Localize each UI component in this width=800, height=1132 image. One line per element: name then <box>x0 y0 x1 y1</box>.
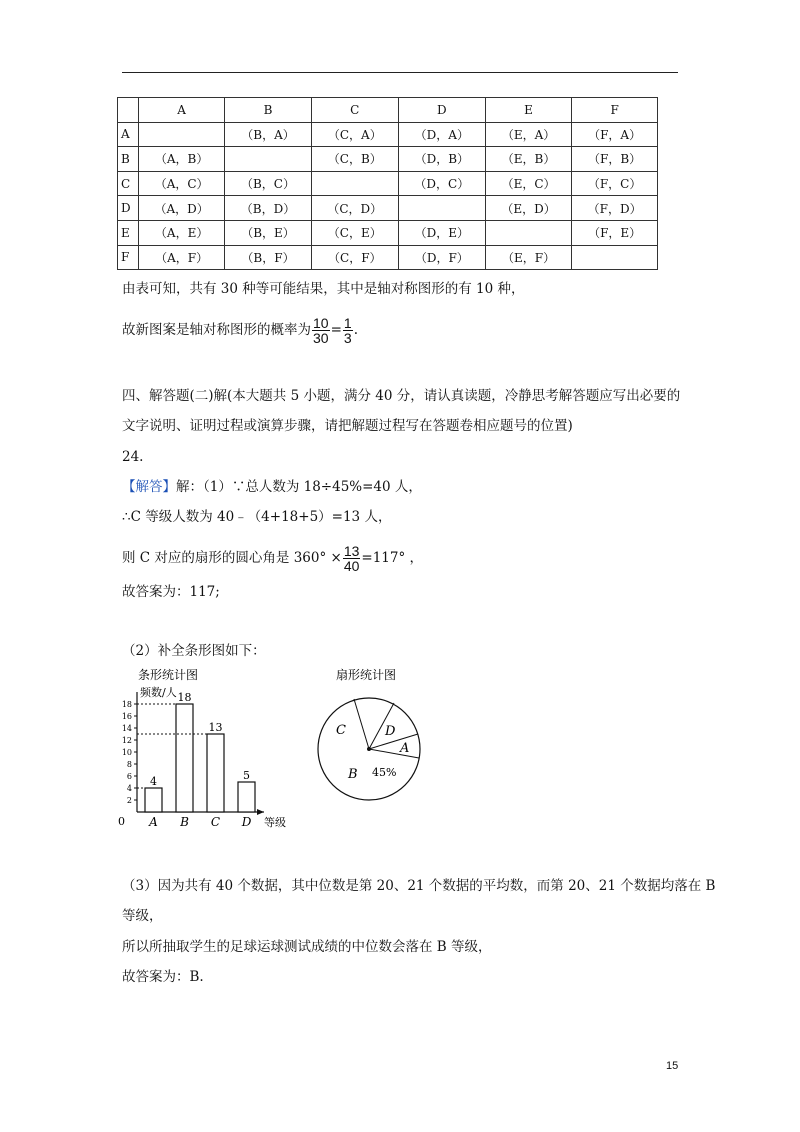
paragraph-line: 所以所抽取学生的足球运球测试成绩的中位数会落在 B 等级， <box>122 939 492 955</box>
bar-value-label: 4 <box>150 775 157 788</box>
chart-title: 扇形统计图 <box>336 668 397 682</box>
y-tick-label: 2 <box>126 796 132 805</box>
table-cell: （B，A） <box>225 122 312 147</box>
table-cell: （D，F） <box>398 245 485 270</box>
y-tick-label: 10 <box>121 748 132 757</box>
section-heading: 四、解答题(二)解(本大题共 5 小题，满分 40 分，请认真读题，冷静思考解答题应写出必要的 <box>122 388 681 404</box>
table-cell <box>485 220 571 245</box>
paragraph-text: =117° ， <box>361 550 424 566</box>
table-header-cell: B <box>225 98 312 123</box>
probability-line <box>122 316 358 345</box>
x-axis-label: 等级 <box>264 816 286 829</box>
paragraph-line: 文字说明、证明过程或演算步骤，请把解题过程写在答题卷相应题号的位置) <box>122 418 573 434</box>
table-cell: （C，A） <box>311 122 398 147</box>
x-axis-arrow-icon <box>257 809 264 815</box>
table-cell: （A，B） <box>139 147 225 172</box>
table-header-cell: E <box>485 98 571 123</box>
table-cell: （B，C） <box>225 171 312 196</box>
bar-value-label: 5 <box>243 769 250 782</box>
table-cell: （D，B） <box>398 147 485 172</box>
table-cell: （A，D） <box>139 196 225 221</box>
fraction-1-3 <box>343 316 353 345</box>
table-cell: （E，A） <box>485 122 571 147</box>
table-header-cell: F <box>572 98 658 123</box>
y-axis-label: 频数/人 <box>140 686 177 699</box>
table-header-cell <box>118 98 139 123</box>
table-cell <box>139 122 225 147</box>
table-row <box>118 196 658 221</box>
y-tick-label: 16 <box>121 712 132 721</box>
fraction-numerator: 13 <box>343 543 360 559</box>
table-cell <box>225 147 312 172</box>
bar-value-label: 13 <box>208 721 223 734</box>
table-header-row <box>118 98 658 123</box>
bar <box>207 734 224 812</box>
outcome-table <box>117 97 658 270</box>
table-row <box>118 171 658 196</box>
x-tick-label: D <box>241 815 252 829</box>
table-row <box>118 147 658 172</box>
table-cell <box>311 171 398 196</box>
paragraph-text: 则 C 对应的扇形的圆心角是 360° × <box>122 550 342 566</box>
table-cell: （E，B） <box>485 147 571 172</box>
bar-value-label: 18 <box>177 691 192 704</box>
table-cell <box>572 245 658 270</box>
paragraph-line: （2）补全条形图如下： <box>122 643 266 659</box>
table-cell: （B，F） <box>225 245 312 270</box>
bar <box>238 782 255 812</box>
bar <box>145 788 162 812</box>
table-header-cell: C <box>311 98 398 123</box>
paragraph-line: （3）因为共有 40 个数据，其中位数是第 20、21 个数据的平均数，而第 20、21 个数据均落在 B <box>122 878 716 894</box>
fraction-denominator: 3 <box>343 330 352 346</box>
table-cell <box>398 196 485 221</box>
x-tick-label: C <box>210 815 221 829</box>
table-cell: （F，A） <box>572 122 658 147</box>
pie-divider <box>354 699 369 749</box>
table-row-header: C <box>118 171 139 196</box>
table-row-header: F <box>118 245 139 270</box>
table-row-header: D <box>118 196 139 221</box>
fraction-denominator: 40 <box>343 558 360 574</box>
table-row <box>118 245 658 270</box>
angle-line <box>122 544 423 573</box>
pie-chart <box>312 662 442 812</box>
table-cell: （E，D） <box>485 196 571 221</box>
table-cell: （F，C） <box>572 171 658 196</box>
pie-annotation: 45% <box>372 766 397 779</box>
fraction-13-40 <box>343 544 361 573</box>
table-cell: （A，F） <box>139 245 225 270</box>
equals-sign: = <box>330 322 342 338</box>
table-row-header: A <box>118 122 139 147</box>
paragraph-line: 等级， <box>122 908 163 924</box>
table-cell: （E，F） <box>485 245 571 270</box>
table-cell: （B，E） <box>225 220 312 245</box>
pie-slice-label: C <box>336 723 346 738</box>
table-cell: （C，E） <box>311 220 398 245</box>
chart-title: 条形统计图 <box>138 668 199 682</box>
table-cell: （F，D） <box>572 196 658 221</box>
pie-center-dot <box>367 747 371 751</box>
y-tick-label: 4 <box>126 784 132 793</box>
origin-label: 0 <box>118 815 125 828</box>
y-tick-label: 6 <box>126 772 132 781</box>
table-cell: （D，A） <box>398 122 485 147</box>
pie-slice-label: D <box>385 724 396 739</box>
paragraph-line: 故答案为：B. <box>122 969 204 985</box>
paragraph-text: 解：（1）∵总人数为 18÷45%=40 人， <box>176 479 422 495</box>
table-cell: （A，C） <box>139 171 225 196</box>
table-row <box>118 220 658 245</box>
table-cell: （D，E） <box>398 220 485 245</box>
header-rule <box>122 72 678 73</box>
table-cell: （A，E） <box>139 220 225 245</box>
paragraph-text: 故新图案是轴对称图形的概率为 <box>122 322 311 338</box>
x-tick-label: B <box>180 815 189 829</box>
paragraph-line: 由表可知，共有 30 种等可能结果，其中是轴对称图形的有 10 种， <box>122 281 525 297</box>
y-tick-label: 8 <box>126 760 132 769</box>
x-tick-label: A <box>149 815 158 829</box>
fraction-denominator: 30 <box>313 330 329 346</box>
fraction-numerator: 1 <box>343 315 352 331</box>
bar-chart <box>112 662 302 832</box>
table-cell: （C，D） <box>311 196 398 221</box>
y-tick-label: 12 <box>121 736 132 745</box>
answer-line <box>122 478 422 496</box>
paragraph-line: ∴C 等级人数为 40﹣（4+18+5）=13 人， <box>122 509 392 525</box>
table-row-header: E <box>118 220 139 245</box>
y-tick-label: 18 <box>121 700 132 709</box>
table-row <box>118 122 658 147</box>
bar <box>176 704 193 812</box>
pie-divider <box>369 749 419 758</box>
fraction-10-30 <box>312 316 330 345</box>
table-cell: （D，C） <box>398 171 485 196</box>
table-cell: （F，B） <box>572 147 658 172</box>
pie-slice-label: A <box>400 741 410 756</box>
y-tick-label: 14 <box>121 724 132 733</box>
table-cell: （C，F） <box>311 245 398 270</box>
paragraph-line: 故答案为：117; <box>122 584 220 600</box>
pie-slice-label: B <box>348 767 358 782</box>
answer-tag: 【解答】 <box>122 479 176 495</box>
fraction-numerator: 10 <box>313 315 329 331</box>
table-cell: （E，C） <box>485 171 571 196</box>
table-cell: （C，B） <box>311 147 398 172</box>
table-header-cell: A <box>139 98 225 123</box>
table-header-cell: D <box>398 98 485 123</box>
period: . <box>353 322 358 338</box>
table-row-header: B <box>118 147 139 172</box>
table-cell: （B，D） <box>225 196 312 221</box>
question-number: 24. <box>122 449 144 465</box>
page-number: 15 <box>666 1060 679 1072</box>
table-cell: （F，E） <box>572 220 658 245</box>
